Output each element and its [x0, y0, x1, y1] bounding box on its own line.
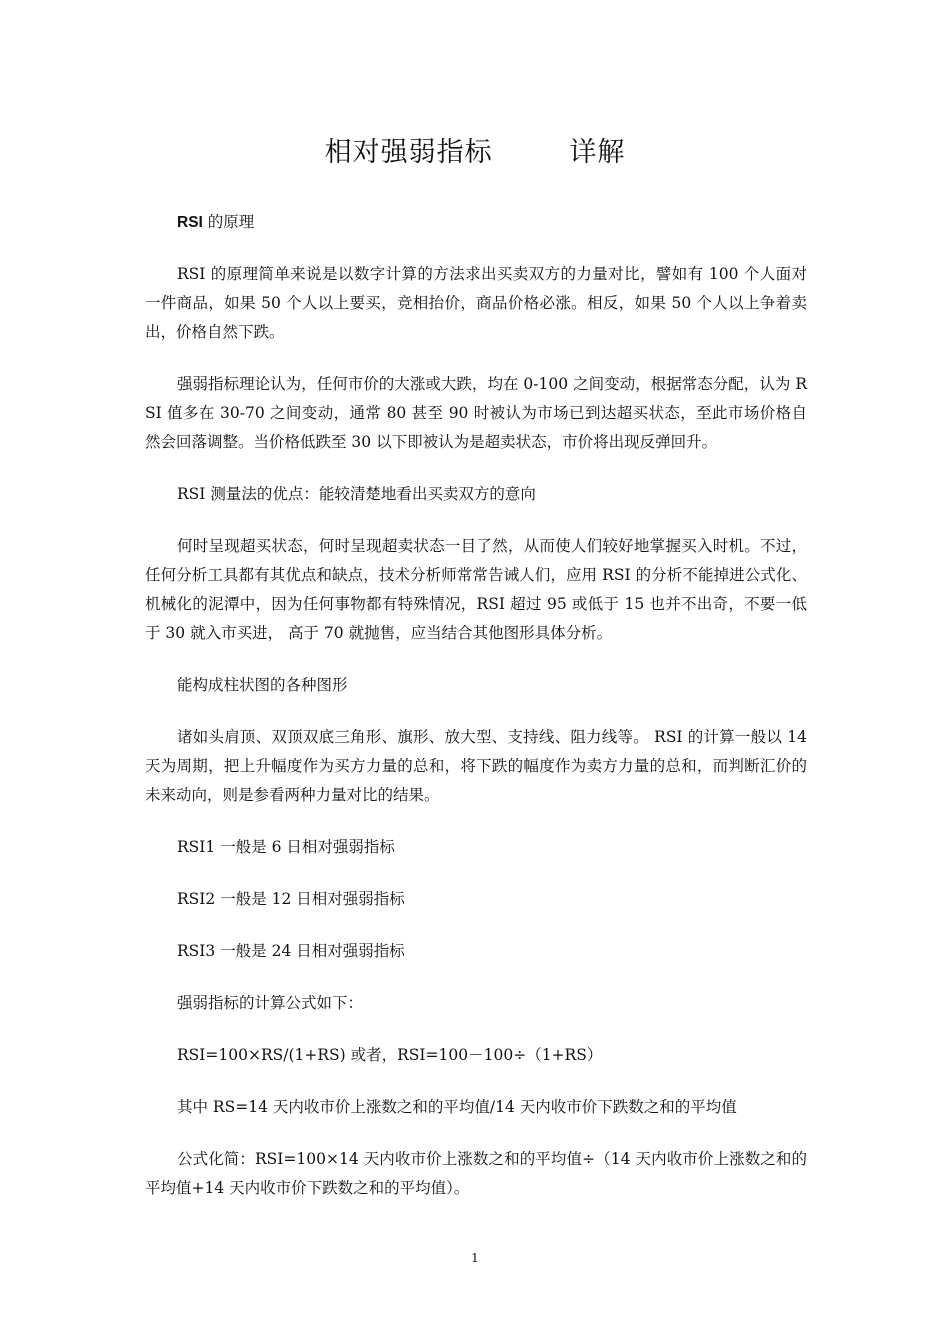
paragraph-chart-patterns: 诸如头肩顶、双顶双底三角形、旗形、放大型、支持线、阻力线等。 RSI 的计算一般以 14 天为周期，把上升幅度作为买方力量的总和，将下跌的幅度作为卖方力量的总和，而判断汇价的未来动向，则是参看两种力量对比的结果。 — [145, 728, 807, 804]
paragraph-rs-definition: 其中 RS=14 天内收市价上涨数之和的平均值/14 天内收市价下跌数之和的平均值 — [177, 1098, 737, 1116]
paragraph-rsi2: RSI2 一般是 12 日相对强弱指标 — [177, 890, 405, 908]
paragraph-advantages-heading: RSI 测量法的优点：能较清楚地看出买卖双方的意向 — [177, 485, 536, 503]
paragraph-formula: RSI=100×RS/(1+RS) 或者，RSI=100－100÷（1+RS） — [177, 1046, 603, 1064]
heading-bold-term: RSI — [177, 214, 203, 231]
paragraph-strength-theory: 强弱指标理论认为，任何市价的大涨或大跌，均在 0-100 之间变动，根据常态分配，认为 RSI 值多在 30-70 之间变动，通常 80 甚至 90 时被认为市场已到达超买状态，至此市场价格自然会回落调整。当价格低跌至 30 以下即被认为是超卖状态，市价将出现反弹回升。 — [145, 375, 807, 451]
paragraph-rsi3: RSI3 一般是 24 日相对强弱指标 — [177, 942, 405, 960]
paragraph-overbought-oversold: 何时呈现超买状态，何时呈现超卖状态一目了然，从而使人们较好地掌握买入时机。不过，任何分析工具都有其优点和缺点，技术分析师常常告诫人们，应用 RSI 的分析不能掉进公式化、机械化的泥潭中，因为任何事物都有特殊情况，RSI 超过 95 或低于 15 也并不出奇，不要一低于 30 就入市买进， 高于 70 就抛售，应当结合其他图形具体分析。 — [145, 537, 807, 642]
paragraph-rsi1: RSI1 一般是 6 日相对强弱指标 — [177, 838, 395, 856]
section-heading-rsi-principle — [145, 208, 807, 237]
heading-rest-text: 的原理 — [202, 213, 255, 231]
paragraph-chart-patterns-heading: 能构成柱状图的各种图形 — [177, 676, 348, 694]
document-body — [145, 208, 807, 1203]
document-title: 相对强弱指标 详解 — [324, 137, 626, 168]
page-number: 1 — [471, 1251, 479, 1265]
paragraph-simplified-formula: 公式化简：RSI=100×14 天内收市价上涨数之和的平均值÷（14 天内收市价上涨数之和的平均值+14 天内收市价下跌数之和的平均值）。 — [145, 1150, 807, 1197]
paragraph-formula-intro: 强弱指标的计算公式如下： — [177, 994, 364, 1012]
paragraph-rsi-principle: RSI 的原理简单来说是以数字计算的方法求出买卖双方的力量对比，譬如有 100 个人面对一件商品，如果 50 个人以上要买，竞相抬价，商品价格必涨。相反，如果 50 个人以上争着卖出，价格自然下跌。 — [145, 265, 807, 341]
